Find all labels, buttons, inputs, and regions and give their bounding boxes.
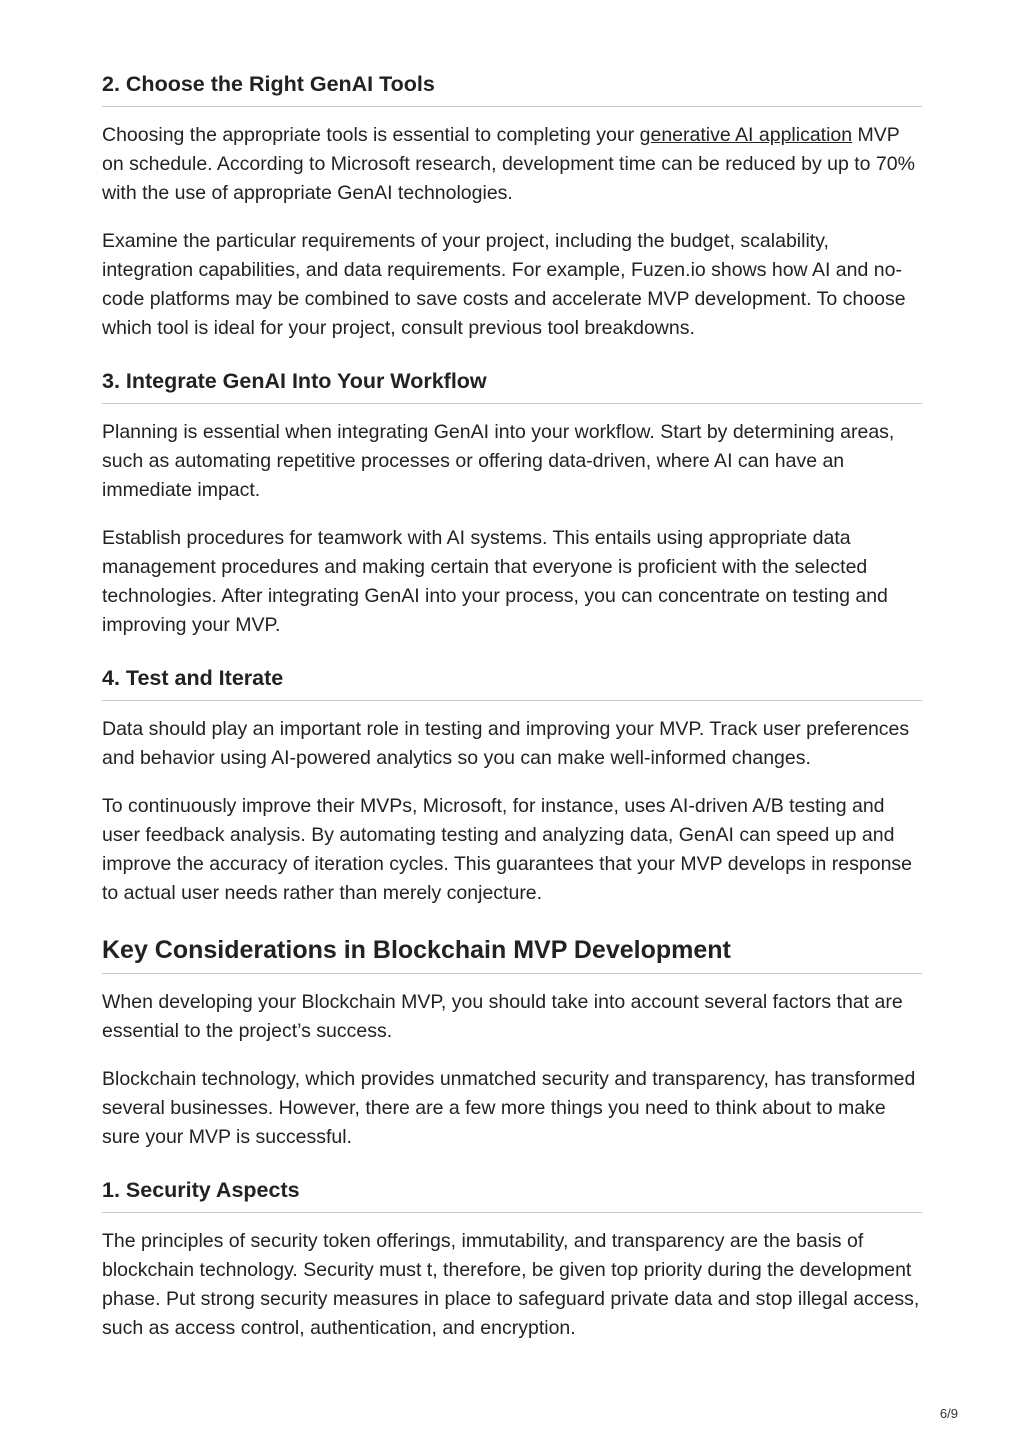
tools-paragraph-1 — [102, 121, 922, 208]
section-heading-tools: 2. Choose the Right GenAI Tools — [102, 68, 922, 107]
blockchain-paragraph-2: Blockchain technology, which provides unmatched security and transparency, has transformed several businesses. However, there are a few more things you need to think about to make sure your MVP is successful. — [102, 1068, 916, 1148]
tools-p1-text-before: Choosing the appropriate tools is essential to completing your — [102, 124, 640, 146]
integrate-paragraph-2: Establish procedures for teamwork with AI systems. This entails using appropriate data management procedures and making certain that everyone is proficient with the selected technologies. After integrating GenAI into your process, you can concentrate on testing and improving your MVP. — [102, 527, 888, 636]
tools-p1-text-after: MVP on schedule. According to Microsoft research, development time can be reduced by up to 70% with the use of appropriate GenAI technologies. — [102, 124, 915, 204]
tools-paragraph-2: Examine the particular requirements of your project, including the budget, scalability, integration capabilities, and data requirements. For example, Fuzen.io shows how AI and no-code platforms may be combined to save costs and accelerate MVP development. To choose which tool is ideal for your project, consult previous tool breakdowns. — [102, 230, 906, 339]
article-content — [102, 68, 922, 1362]
security-paragraph-1: The principles of security token offerings, immutability, and transparency are the basis of blockchain technology. Security must t, therefore, be given top priority during the development phase. Put strong security measures in place to safeguard private data and stop illegal access, such as access control, authentication, and encryption. — [102, 1230, 920, 1339]
section-heading-integrate: 3. Integrate GenAI Into Your Workflow — [102, 365, 922, 404]
integrate-paragraph-1: Planning is essential when integrating GenAI into your workflow. Start by determining areas, such as automating repetitive processes or offering data-driven, where AI can have an immediate impact. — [102, 421, 895, 501]
section-heading-security: 1. Security Aspects — [102, 1174, 922, 1213]
section-heading-test: 4. Test and Iterate — [102, 662, 922, 701]
section-heading-blockchain: Key Considerations in Blockchain MVP Development — [102, 932, 922, 974]
generative-ai-application-link[interactable]: generative AI application — [639, 124, 853, 146]
test-paragraph-2: To continuously improve their MVPs, Microsoft, for instance, uses AI-driven A/B testing and user feedback analysis. By automating testing and analyzing data, GenAI can speed up and improve the accuracy of iteration cycles. This guarantees that your MVP develops in response to actual user needs rather than merely conjecture. — [102, 795, 913, 904]
test-paragraph-1: Data should play an important role in testing and improving your MVP. Track user preferences and behavior using AI-powered analytics so you can make well-informed changes. — [102, 718, 910, 769]
blockchain-paragraph-1: When developing your Blockchain MVP, you should take into account several factors that are essential to the project’s success. — [102, 991, 903, 1042]
page-number: 6/9 — [939, 1406, 958, 1421]
